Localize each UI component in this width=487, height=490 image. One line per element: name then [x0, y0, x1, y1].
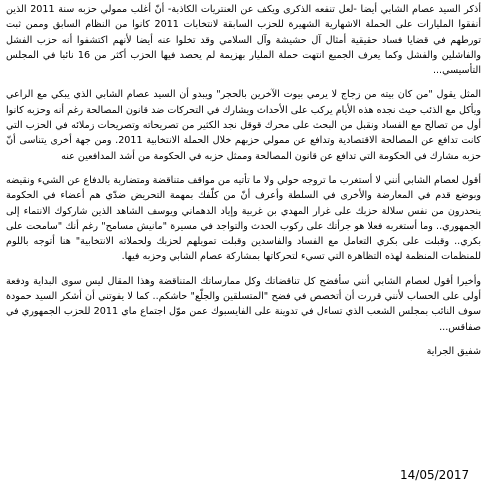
publication-date: 14/05/2017 — [400, 468, 470, 482]
article-body — [6, 2, 481, 359]
article-paragraph-2: المثل يقول "من كان بيته من زجاج لا يرمي بيوت الآخرين بالحجر" ويبدو أن السيد عصام الشابي الذي يبكي مع الراعي ويأكل مع الذئب حيث نجده هذه الأيام يركب على الأحداث ويشارك في التحركات ضد قانون المصالحة رغم أنه وحزبه كانوا أول من تصالح مع الفساد ونقبل من البحث على محرك قوقل نجد الكثير من تصريحاته وتصريحات زملائه في الحزب التي كانت تدافع عن المصالحة الاقتصادية وتدافع عن ممولي حزبهم خلال الحملة الانتخابية 2011. ومن جهة أخرى يتناسى أنّ حزبه مشارك في الحكومة التي تدافع عن قانون المصالحة وممثل حزبه في الحكومة من أشد المدافعين عنه — [6, 89, 481, 162]
article-paragraph-1: أذكر السيد عصام الشابي أيضا -لعل تنفعه الذكرى ويكف عن العنتريات الكاذبة- أنّ أغلب ممولي حزبه سنة 2011 الذين أنفقوا المليارات على الحملة الاشهارية الشهيرة للحزب السابقة لانتخابات 2011 كانوا من النظام السابق وممن ثبت تورطهم في قضايا فساد حقيقية أمثال آل حشيشة وآل السلامي وقد تخلوا عنه أيضا لأنهم اكتشفوا أنه حزب الفشل والفاشلين والفشل وكما يعرف الجميع انتهت حملة المليار بهزيمة لم يحصد فيها الحزب أكثر من 16 نائبا في المجلس التأسيسي... — [6, 4, 481, 77]
author-signature: شفيق الجراية — [426, 345, 481, 357]
article-paragraph-3: أقول لعصام الشابي أنني لا أستغرب ما تروجه حولي ولا ما تأتيه من مواقف متناقضة ومتضاربة بالدفاع عن الشيء ونقيضه وبوضع قدم في المعارضة والأخرى في السلطة وأعرف أنّ من كلّفك بمهمة التحريض ضدّي هم أعضاء في الحكومة ينحدرون من نفس سلالة حزبك على غرار المهدي بن غربية وإياد الدهماني ويوسف الشاهد الذين شاركوك الانتماء إلى الجمهوري.. وما أستغربه فعلا هو جرأتك على ركوب الحدث والتواجد في مسيرة "مانيش مسامح" رغم أنك "سامحت على بكري.. وقبلت على بكري التعامل مع الفساد والفاسدين وقبلت تمويلهم لحزبك ولحملاته الانتخابية" هنا أتوجه باللوم للمنظمات المنظمة لهذه التظاهرة التي تسيء لتحركاتها بمشاركة عصام الشابي وحزبه فيها. — [6, 174, 481, 263]
article-paragraph-4: وأخيرا أقول لعصام الشابي أنني سأفضح كل تناقضاتك وكل ممارساتك المتناقضة وهذا المقال ليس سوى البداية ودفعة أولى على الحساب لأنني قررت أن أتخصص في فضح "المتسلقين والجلّع" حاشكم.. كما لا يفوتني أن أشكر السيد حمودة سوف النائب بمجلس الشعب الذي تساءل في تدوينة على الفايسبوك عمن موّل اجتماع ماي 2011 للحزب الجمهوري في صفاقس... — [6, 275, 481, 333]
